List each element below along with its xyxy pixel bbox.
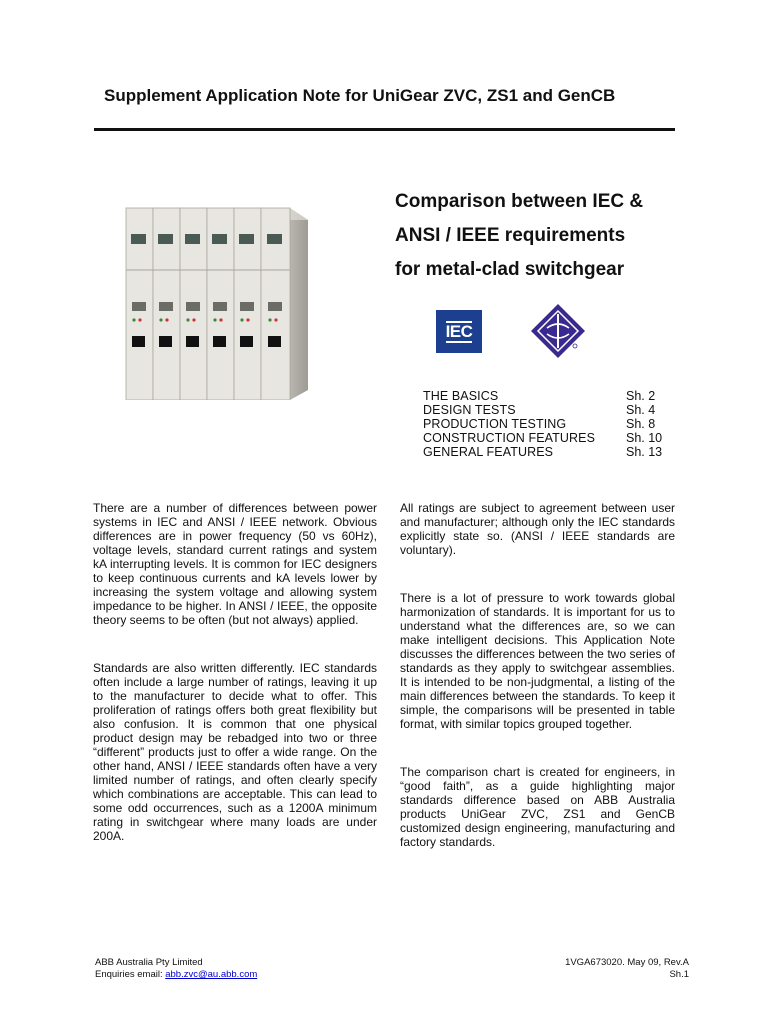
toc-row — [423, 417, 673, 431]
toc-label: THE BASICS — [423, 389, 499, 403]
main-title-line: ANSI / IEEE requirements — [395, 225, 626, 246]
toc-row — [423, 389, 673, 403]
document-main-title — [395, 185, 695, 287]
body-paragraph: There is a lot of pressure to work towards global harmonization of standards. It is important for us to understand what the differences are, so we can make intelligent decisions. This Application Note discusses the differences between the two series of standards as they apply to switchgear assemblies. It is intended to be non-judgmental, a listing of the main differences between the standards. To keep it simple, the comparisons will be presented in table format, with similar topics grouped together. — [400, 591, 675, 731]
toc-page: Sh. 4 — [626, 403, 656, 417]
body-column-left — [93, 501, 377, 877]
toc-page: Sh. 13 — [626, 445, 663, 459]
iec-logo — [436, 310, 482, 353]
switchgear-product-image — [118, 200, 312, 400]
email-link[interactable]: abb.zvc@au.abb.com — [165, 969, 258, 980]
table-of-contents — [423, 389, 673, 459]
footer-right — [520, 957, 689, 981]
body-paragraph: Standards are also written differently. IEC standards often include a large number of ratings, leaving it up to the manufacturer to decide what to offer. This proliferation of ratings offers both great flexibility but also confusion. It is common that one physical product design may be rebadged into two or three “different” products just to offer a wide range. On the other hand, ANSI / IEEE standards often have a very limited number of ratings, and often clearly specify which combinations are acceptable. This can lead to some odd occurrences, such as a 1200A minimum rating in switchgear where many loads are under 200A. — [93, 661, 377, 843]
toc-row — [423, 445, 673, 459]
toc-row — [423, 431, 673, 445]
footer-enquiries — [95, 969, 257, 981]
toc-label: GENERAL FEATURES — [423, 445, 554, 459]
toc-page: Sh. 2 — [626, 389, 656, 403]
toc-row — [423, 403, 673, 417]
footer-enquiries-label: Enquiries email: — [95, 969, 166, 980]
footer-left — [95, 957, 257, 981]
ieee-logo — [529, 302, 587, 360]
toc-page: Sh. 10 — [626, 431, 663, 445]
toc-label: PRODUCTION TESTING — [423, 417, 567, 431]
body-column-right — [400, 501, 675, 883]
header-divider — [94, 128, 675, 131]
toc-page: Sh. 8 — [626, 417, 656, 431]
main-title-line: Comparison between IEC & — [395, 191, 644, 212]
footer-company: ABB Australia Pty Limited — [95, 957, 203, 968]
toc-label: DESIGN TESTS — [423, 403, 516, 417]
iec-logo-text: IEC — [445, 321, 473, 341]
body-paragraph: There are a number of differences between power systems in IEC and ANSI / IEEE network. Obvious differences are in power frequency (50 vs 60Hz), voltage levels, standard current ratings and system kA interrupting levels. It is common for IEC designers to keep continuous currents and kA levels lower by increasing the system voltage and allowing system impedance to be higher. In ANSI / IEEE, the opposite theory seems to be often (but not always) applied. — [93, 501, 377, 627]
body-paragraph: All ratings are subject to agreement between user and manufacturer; although only the IEC standards explicitly state so. (ANSI / IEEE standards are voluntary). — [400, 501, 675, 557]
document-header-title: Supplement Application Note for UniGear ZVC, ZS1 and GenCB — [104, 86, 616, 105]
toc-label: CONSTRUCTION FEATURES — [423, 431, 596, 445]
body-paragraph: The comparison chart is created for engineers, in “good faith”, as a guide highlighting major standards difference based on ABB Australia products UniGear ZVC, ZS1 and GenCB customized design engineering, manufacturing and factory standards. — [400, 765, 675, 849]
footer-doc-ref: 1VGA673020. May 09, Rev.A — [565, 957, 689, 968]
main-title-line: for metal-clad switchgear — [395, 259, 625, 280]
footer-sheet-number: Sh.1 — [669, 969, 689, 980]
